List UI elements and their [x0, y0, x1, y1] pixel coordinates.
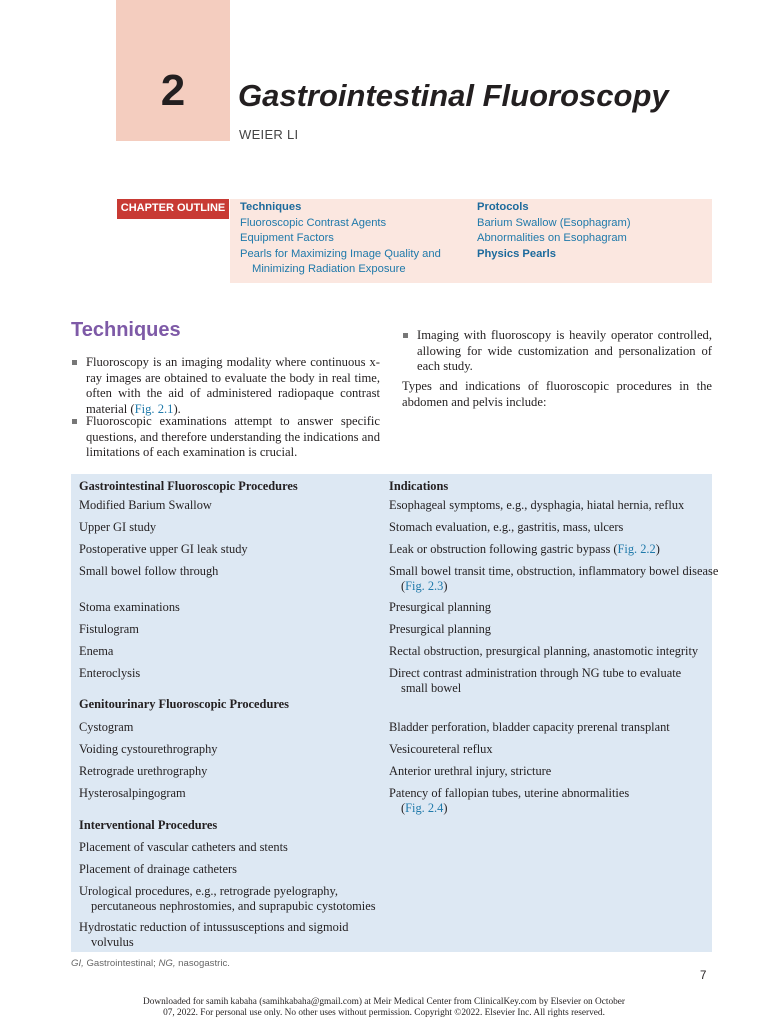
table-cell-procedure: Postoperative upper GI leak study [79, 542, 248, 556]
figure-link-2-1[interactable]: Fig. 2.1 [134, 401, 174, 416]
table-cell-procedure: Stoma examinations [79, 600, 180, 614]
table-cell-indication: Presurgical planning [389, 622, 491, 636]
table-cell-indication: Vesicoureteral reflux [389, 742, 493, 756]
table-cell-indication: Direct contrast administration through NG tube to evaluate small bowel [389, 666, 682, 695]
abbrev-gi-definition: Gastrointestinal; [83, 958, 159, 969]
indication-text-end: ) [443, 579, 448, 593]
indication-ref-line: (Fig. 2.4) [401, 801, 448, 815]
bullet-marker [72, 360, 77, 365]
table-cell-procedure: Cystogram [79, 720, 134, 734]
table-footnote [71, 958, 230, 969]
outline-column-1 [240, 200, 441, 278]
abbrev-ng: NG, [158, 958, 176, 969]
table-cell-procedure: Modified Barium Swallow [79, 498, 212, 512]
bullet-item-1 [86, 355, 380, 417]
table-header-procedures: Gastrointestinal Fluoroscopic Procedures [79, 479, 298, 493]
outline-column-2 [477, 200, 631, 262]
table-cell-indication: Bladder perforation, bladder capacity prerenal transplant [389, 720, 670, 734]
chapter-number: 2 [160, 66, 186, 115]
table-cell-indication: Presurgical planning [389, 600, 491, 614]
table-cell-indication [389, 542, 709, 557]
abbrev-ng-definition: nasogastric. [175, 958, 230, 969]
indication-text: Small bowel transit time, obstruction, inflammatory bowel disease ( [389, 564, 719, 593]
figure-link-2-3[interactable]: Fig. 2.3 [405, 579, 444, 593]
outline-link-equipment-factors[interactable]: Equipment Factors [240, 232, 334, 245]
outline-link-techniques[interactable]: Techniques [240, 201, 302, 213]
table-cell-procedure: Hydrostatic reduction of intussusceptions and sigmoid volvulus [79, 920, 349, 949]
outline-link-abnormalities[interactable]: Abnormalities on Esophagram [477, 232, 627, 245]
outline-link-physics-pearls[interactable]: Physics Pearls [477, 247, 556, 260]
indication-text: Leak or obstruction following gastric bypass ( [389, 542, 618, 556]
chapter-author: WEIER LI [239, 127, 299, 142]
table-cell-procedure: Voiding cystourethrography [79, 742, 218, 756]
bullet-text: Imaging with fluoroscopy is heavily operator controlled, allowing for wide customization and personalization of each study. [417, 328, 712, 374]
table-cell-procedure: Upper GI study [79, 520, 157, 534]
table-header-indications: Indications [389, 479, 449, 493]
outline-link-pearls[interactable]: Pearls for Maximizing Image Quality and [240, 247, 441, 260]
figure-link-2-2[interactable]: Fig. 2.2 [617, 542, 656, 556]
table-cell-procedure: Enteroclysis [79, 666, 141, 680]
table-cell-indication: Esophageal symptoms, e.g., dysphagia, hiatal hernia, reflux [389, 498, 685, 512]
table-cell-procedure: Retrograde urethrography [79, 764, 208, 778]
table-cell-indication: Rectal obstruction, presurgical planning, anastomotic integrity [389, 644, 699, 658]
footer-line-1: Downloaded for samih kabaha (samihkabaha@gmail.com) at Meir Medical Center from ClinicalKey.com by Elsevier on October [143, 997, 625, 1007]
bullet-item-3 [417, 328, 712, 375]
table-cell-indication: Stomach evaluation, e.g., gastritis, mass, ulcers [389, 520, 624, 534]
outline-link-contrast-agents[interactable]: Fluoroscopic Contrast Agents [240, 216, 387, 229]
chapter-title: Gastrointestinal Fluoroscopy [238, 78, 669, 113]
table-cell-indication [389, 786, 709, 816]
outline-link-pearls-cont[interactable]: Minimizing Radiation Exposure [252, 263, 406, 276]
bullet-text: Fluoroscopy is an imaging modality where continuous x-ray images are obtained to evaluate the body in real time, often with the aid of administered radiopaque contrast material ( [86, 355, 380, 416]
table-cell-procedure: Enema [79, 644, 114, 658]
page-number: 7 [700, 970, 707, 982]
table-cell-procedure: Hysterosalpingogram [79, 786, 186, 800]
table-cell-indication [389, 564, 719, 594]
bullet-item-2 [86, 414, 380, 461]
indication-text-end: ) [655, 542, 660, 556]
bullet-marker [72, 419, 77, 424]
table-cell-procedure: Placement of vascular catheters and stents [79, 840, 288, 854]
table-cell-procedure: Fistulogram [79, 622, 139, 636]
indication-text: Patency of fallopian tubes, uterine abnormalities [389, 786, 630, 800]
table-cell-procedure: Small bowel follow through [79, 564, 219, 578]
chapter-outline-label: CHAPTER OUTLINE [117, 199, 229, 219]
table-cell-procedure: Placement of drainage catheters [79, 862, 237, 876]
abbrev-gi: GI, [71, 958, 84, 969]
section-heading: Techniques [71, 319, 181, 341]
bullet-text-end: ). [173, 401, 181, 416]
table-subheader-interventional: Interventional Procedures [79, 818, 218, 832]
bullet-text: Fluoroscopic examinations attempt to answer specific questions, and therefore understanding the indications and limitations of each examination is crucial. [86, 414, 380, 460]
download-footer [100, 997, 668, 1020]
table-cell-indication: Anterior urethral injury, stricture [389, 764, 552, 778]
outline-link-protocols[interactable]: Protocols [477, 201, 529, 213]
table-subheader-genitourinary: Genitourinary Fluoroscopic Procedures [79, 697, 289, 711]
footer-line-2: 07, 2022. For personal use only. No other uses without permission. Copyright ©2022. Elsevier Inc. All rights reserved. [163, 1008, 605, 1019]
bullet-marker [403, 333, 408, 338]
outline-link-barium-swallow[interactable]: Barium Swallow (Esophagram) [477, 216, 631, 229]
types-paragraph: Types and indications of fluoroscopic procedures in the abdomen and pelvis include: [402, 379, 712, 409]
figure-link-2-4[interactable]: Fig. 2.4 [405, 801, 444, 815]
table-cell-procedure: Urological procedures, e.g., retrograde pyelography, percutaneous nephrostomies, and suprapubic cystotomies [79, 884, 376, 913]
